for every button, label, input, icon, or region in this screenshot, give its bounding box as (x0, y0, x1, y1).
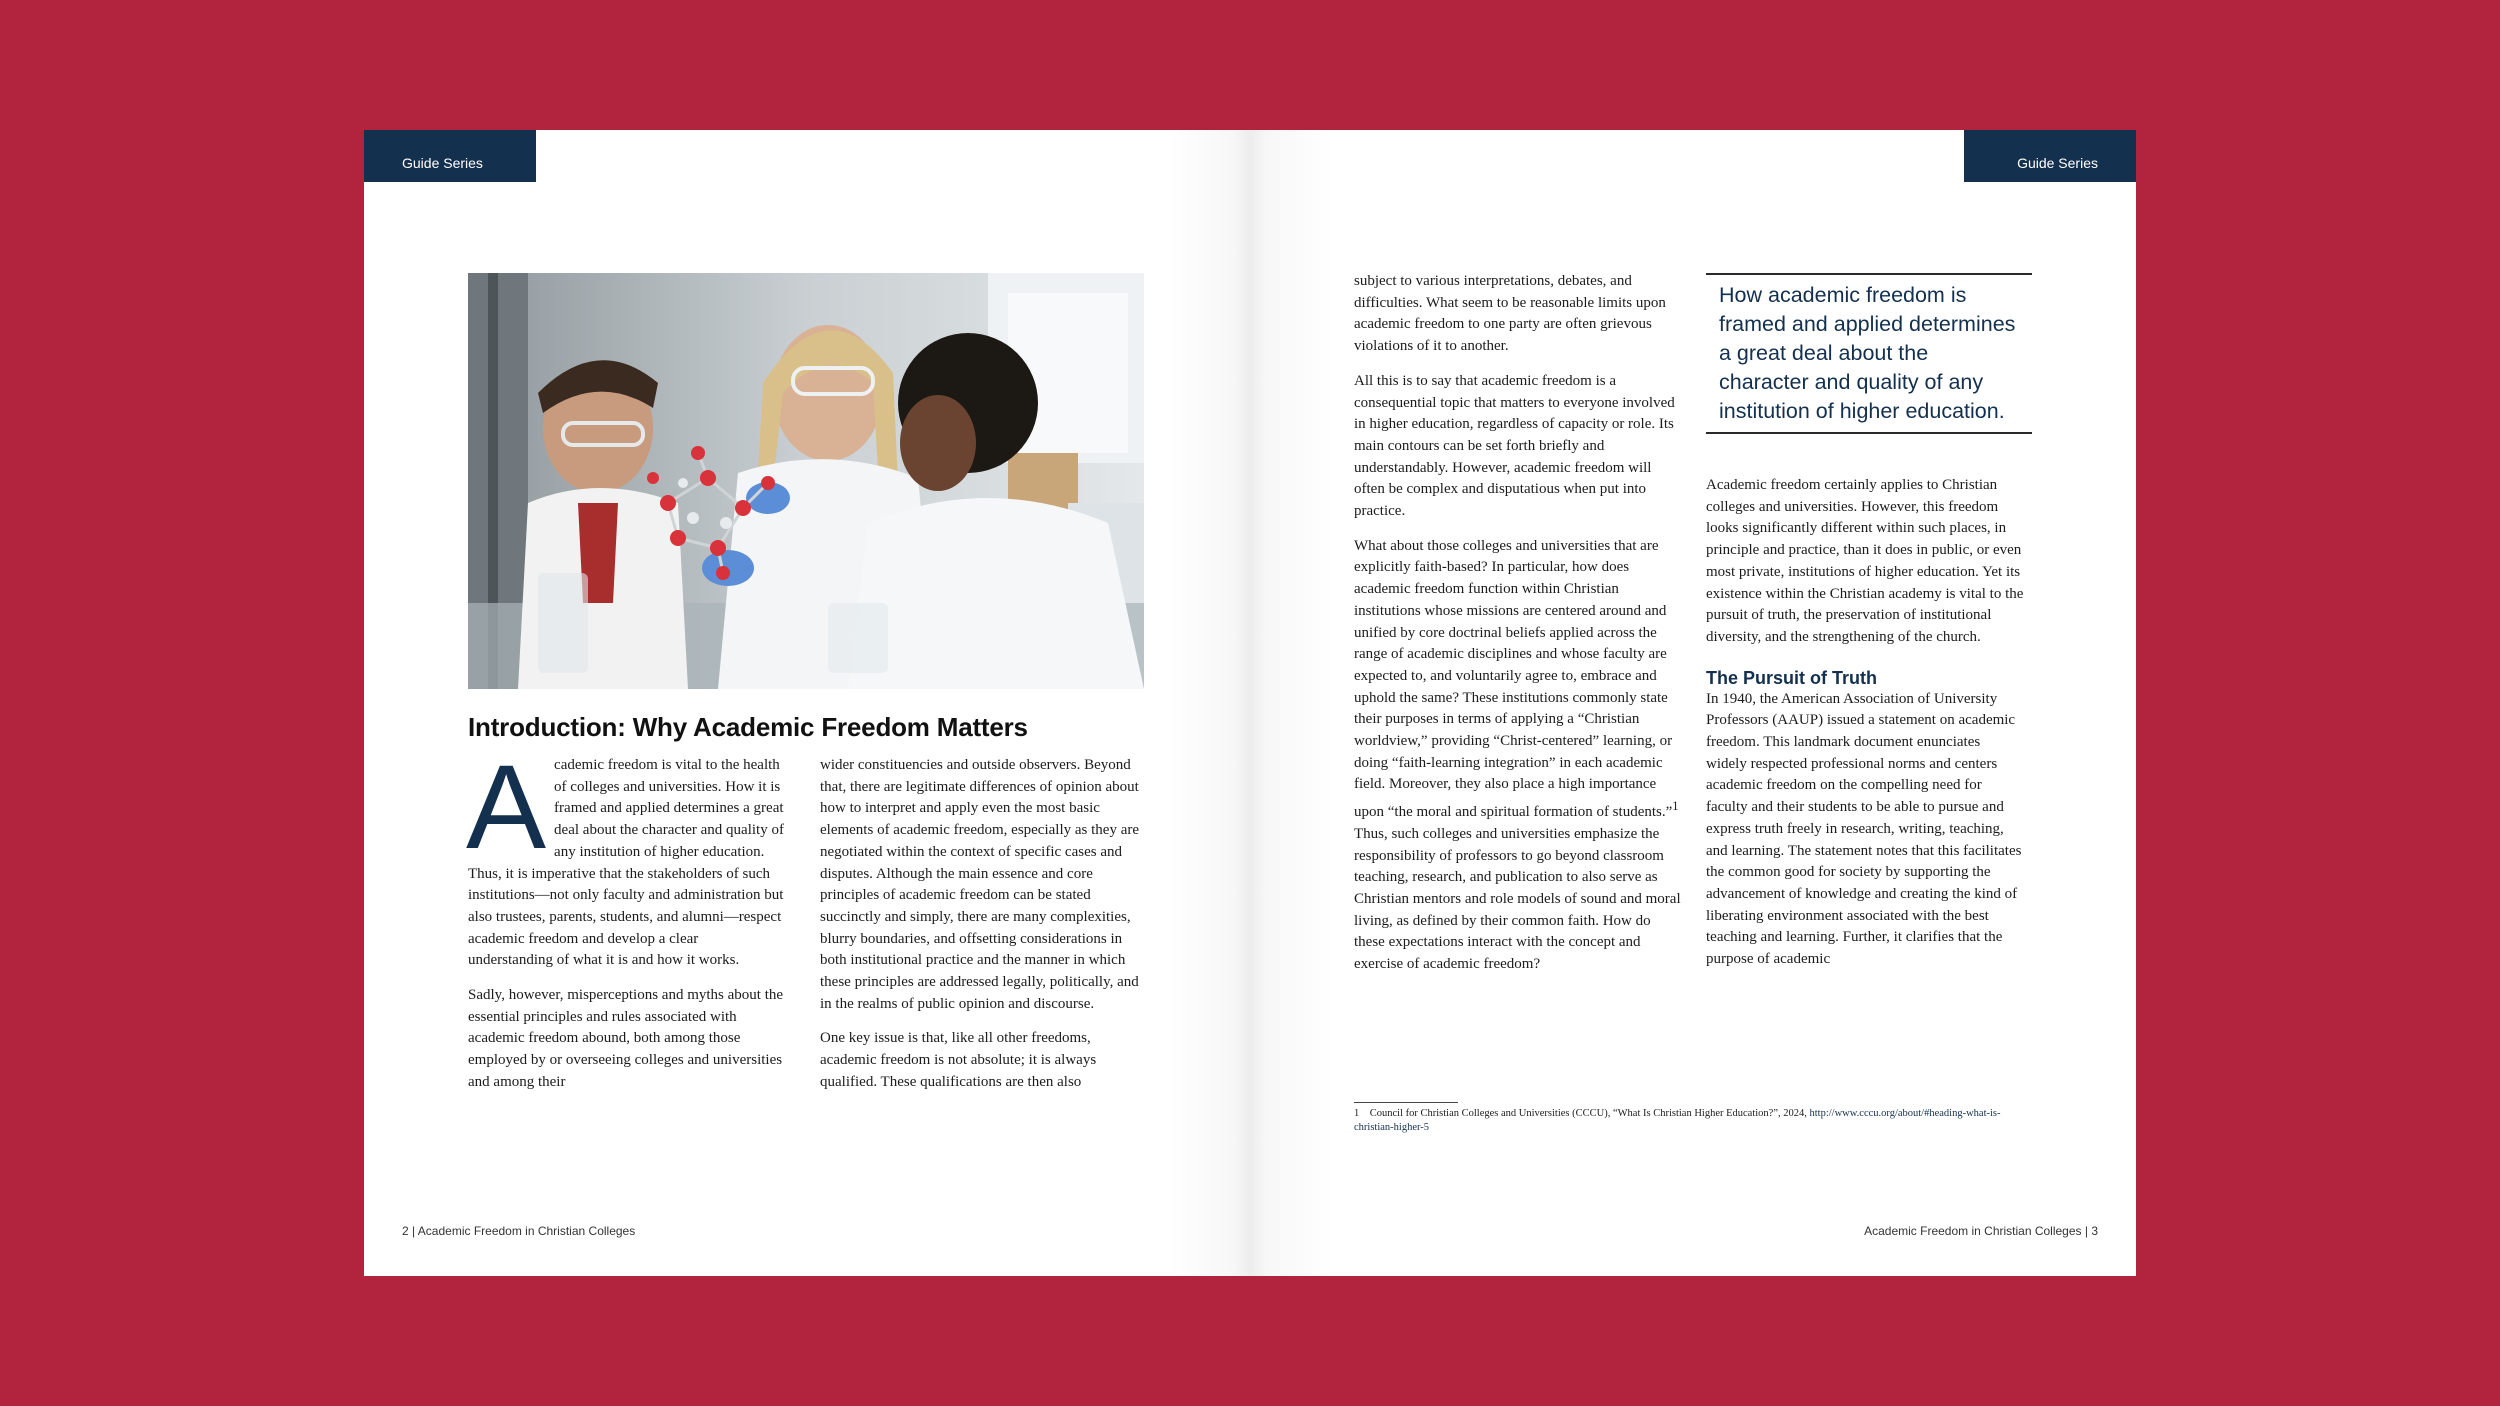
guide-series-tab-right (1964, 130, 2136, 182)
footnote-text: Council for Christian Colleges and Universities (CCCU), “What Is Christian Higher Education?”, 2024, (1369, 1108, 1810, 1119)
footnote-link[interactable]: http://www.cccu.org/about/#heading-what-is-christian-higher-5 (1354, 1108, 2001, 1133)
magazine-spread (364, 130, 2136, 1276)
page-folio-left: 2 | Academic Freedom in Christian Colleges (402, 1224, 636, 1238)
body-paragraph (1354, 536, 1684, 976)
pull-quote (1706, 273, 2032, 434)
pull-quote-text: How academic freedom is framed and applied determines a great deal about the character and quality of any institution of higher education. (1719, 283, 2016, 423)
drop-cap: A (466, 740, 547, 874)
paragraph-text: cademic freedom is vital to the health of colleges and universities. How it is framed and applied determines a great deal about the character and quality of any institution of higher education. Thus, it is imperative that the stakeholders of such institutions—not only faculty and administration but also trustees, parents, students, and alumni—respect academic freedom and develop a clear understanding of what it is and how it works. (468, 757, 784, 969)
left-column-1 (466, 740, 786, 1107)
guide-series-label: Guide Series (402, 155, 483, 171)
guide-series-label: Guide Series (2017, 155, 2098, 171)
page-heading: Introduction: Why Academic Freedom Matters (468, 712, 1028, 742)
lab-photo (468, 273, 1144, 689)
footnote (1354, 1107, 2034, 1135)
body-paragraph: Academic freedom certainly applies to Christian colleges and universities. However, this freedom looks significantly different within such places, in principle and practice, than it does in public, or even most private, institutions of higher education. Yet its existence within the Christian academy is vital to the pursuit of truth, the preservation of institutional diversity, and the strengthening of the church. (1706, 477, 2024, 645)
right-column-1 (1354, 271, 1684, 989)
paragraph-text: What about those colleges and universities that are explicitly faith-based? In particular, how does academic freedom function within Christian institutions whose missions are centered around and unified by core doctrinal beliefs applied across the range of academic disciplines and whose faculty are expected to, and voluntarily agree to, embrace and uphold the same? These institutions commonly state their purposes in terms of applying a “Christian worldview,” providing “Christ-centered” learning, or doing “faith-learning integration” in each academic field. Moreover, they also place a high importance upon “the moral and spiritual formation of students.” (1354, 537, 1673, 821)
body-paragraph: Sadly, however, misperceptions and myths about the essential principles and rules associated with academic freedom abound, both among those employed by or overseeing colleges and universities and among their (468, 987, 784, 1090)
body-paragraph: All this is to say that academic freedom is a consequential topic that matters to everyone involved in higher education, regardless of capacity or role. Its main contours can be set forth briefly and understandably. However, academic freedom will often be complex and disputatious when put into practice. (1354, 372, 1675, 520)
paragraph-text: Thus, such colleges and universities emphasize the responsibility of professors to go beyond classroom teaching, research, and publication to also serve as Christian mentors and role models of sound and moral living, as defined by their common faith. How do these expectations interact with the concept and exercise of academic freedom? (1354, 825, 1681, 973)
body-paragraph: wider constituencies and outside observers. Beyond that, there are legitimate differences of opinion about how to interpret and apply even the most basic elements of academic freedom, especially as they are negotiated within the context of specific cases and disputes. Although the main essence and core principles of academic freedom can be stated succinctly and simply, there are many complexities, blurry boundaries, and offsetting considerations in both institutional practice and the manner in which these principles are addressed legally, politically, and in the realms of public opinion and discourse. (820, 757, 1140, 1012)
body-paragraph: subject to various interpretations, debates, and difficulties. What seem to be reasonable limits upon academic freedom to one party are often grievous violations of it to another. (1354, 273, 1666, 355)
body-paragraph: In 1940, the American Association of University Professors (AAUP) issued a statement on academic freedom. This landmark document enunciates widely respected professional norms and centers academic freedom on the compelling need for faculty and their students to be able to pursue and express truth freely in research, writing, teaching, and learning. The statement notes that this facilitates the common good for society by supporting the advancement of knowledge and creating the kind of liberating environment associated with the best teaching and learning. Further, it clarifies that the purpose of academic (1706, 690, 2022, 968)
page-gutter (1166, 130, 1334, 1276)
left-column-2 (820, 755, 1150, 1107)
guide-series-tab-left (364, 130, 536, 182)
section-heading: The Pursuit of Truth (1706, 667, 1877, 688)
footnote-marker[interactable]: 1 (1672, 799, 1679, 814)
footnote-number: 1 (1354, 1108, 1360, 1119)
footnote-rule (1354, 1102, 1458, 1103)
page-folio-right: Academic Freedom in Christian Colleges | 3 (1864, 1224, 2098, 1238)
body-paragraph (466, 740, 786, 972)
body-paragraph: One key issue is that, like all other freedoms, academic freedom is not absolute; it is always qualified. These qualifications are then also (820, 1030, 1097, 1090)
right-column-2 (1706, 475, 2024, 984)
